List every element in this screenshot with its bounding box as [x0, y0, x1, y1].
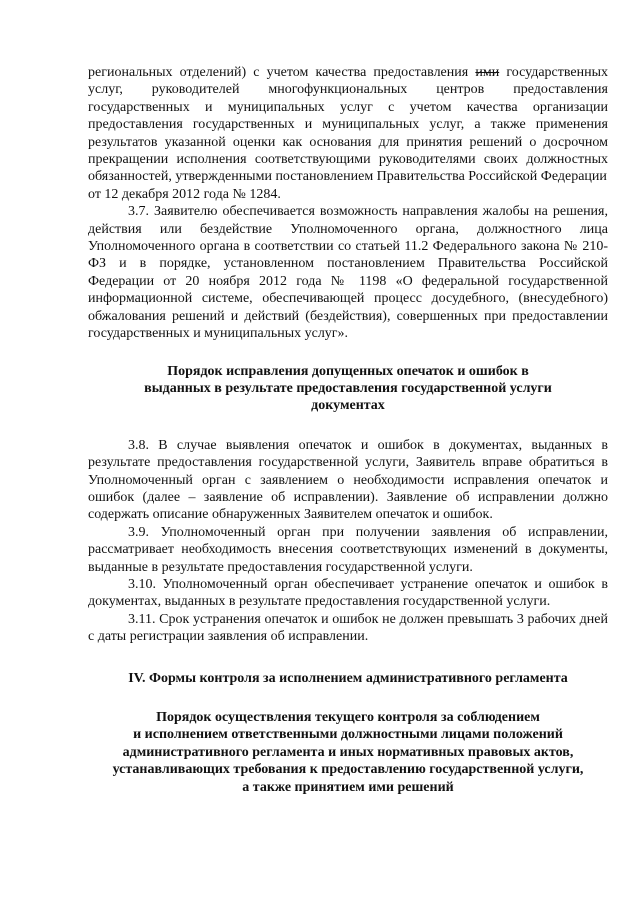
struck-word: ими	[475, 65, 500, 80]
heading-control-line-3: административного регламента и иных нормативных правовых актов,	[122, 744, 574, 760]
heading-control-line-1: Порядок осуществления текущего контроля за соблюдением	[156, 710, 540, 725]
heading-control-line-4: устанавливающих требования к предоставлению государственной услуги,	[112, 762, 584, 778]
paragraph-3-9: 3.9. Уполномоченный орган при получении заявления об исправлении, рассматривает необходимость внесения соответствующих изменений в документы, выданные в результате предоставления государственной услуги.	[88, 524, 608, 575]
heading-control-line-2: и исполнением ответственными должностными лицами положений	[133, 727, 563, 743]
heading-corrections-line-3: документах	[311, 398, 385, 414]
section-iv-heading: IV. Формы контроля за исполнением административного регламента	[128, 670, 568, 686]
heading-corrections	[88, 363, 608, 415]
paragraph-3-11: 3.11. Срок устранения опечаток и ошибок не должен превышать 3 рабочих дней с даты регистрации заявления об исправлении.	[88, 611, 608, 645]
paragraph-top	[88, 64, 608, 186]
paragraph-top-rest: государственных услуг, руководителей многофункциональных центров предоставления государственных и муниципальных услуг с учетом качества организации предоставления государственных и муниципальных услуг, а также применения результатов указанной оценки как основания для принятия решений о досрочном прекращении исполнения соответствующими руководителями своих должностных обязанностей, утвержденными постановлением Правительства Российской Федерации	[88, 65, 609, 185]
paragraph-top-date: от 12 декабря 2012 года № 1284.	[88, 186, 281, 202]
heading-corrections-line-1: Порядок исправления допущенных опечаток и ошибок в	[167, 363, 529, 379]
paragraph-3-8: 3.8. В случае выявления опечаток и ошибок в документах, выданных в результате предоставления государственной услуги, Заявитель вправе обратиться в Уполномоченный орган с заявлением о необходимости исправления опечаток и ошибок (далее – заявление об исправлении). Заявление об исправлении должно содержать описание обнаруженных Заявителем опечаток и ошибок.	[88, 437, 608, 523]
heading-control-line-5: а также принятием ими решений	[242, 779, 454, 795]
heading-control	[88, 709, 608, 796]
document-page	[88, 64, 608, 796]
paragraph-top-lead: региональных отделений) с учетом качества предоставления	[88, 65, 469, 80]
corrections-section	[88, 437, 608, 646]
paragraph-3-10: 3.10. Уполномоченный орган обеспечивает устранение опечаток и ошибок в документах, выданных в результате предоставления государственной услуги.	[88, 576, 608, 610]
paragraph-3-7: 3.7. Заявителю обеспечивается возможность направления жалобы на решения, действия или бездействие Уполномоченного органа, должностного лица Уполномоченного органа в соответствии со статьей 11.2 Федерального закона № 210-ФЗ и в порядке, установленном постановлением Правительства Российской Федерации от 20 ноября 2012 года № 1198 «О федеральной государственной информационной системе, обеспечивающей процесс досудебного, (внесудебного) обжалования решений и действий (бездействия), совершенных при предоставлении государственных и муниципальных услуг».	[88, 204, 608, 342]
heading-corrections-line-2: выданных в результате предоставления государственной услуги	[144, 380, 552, 396]
